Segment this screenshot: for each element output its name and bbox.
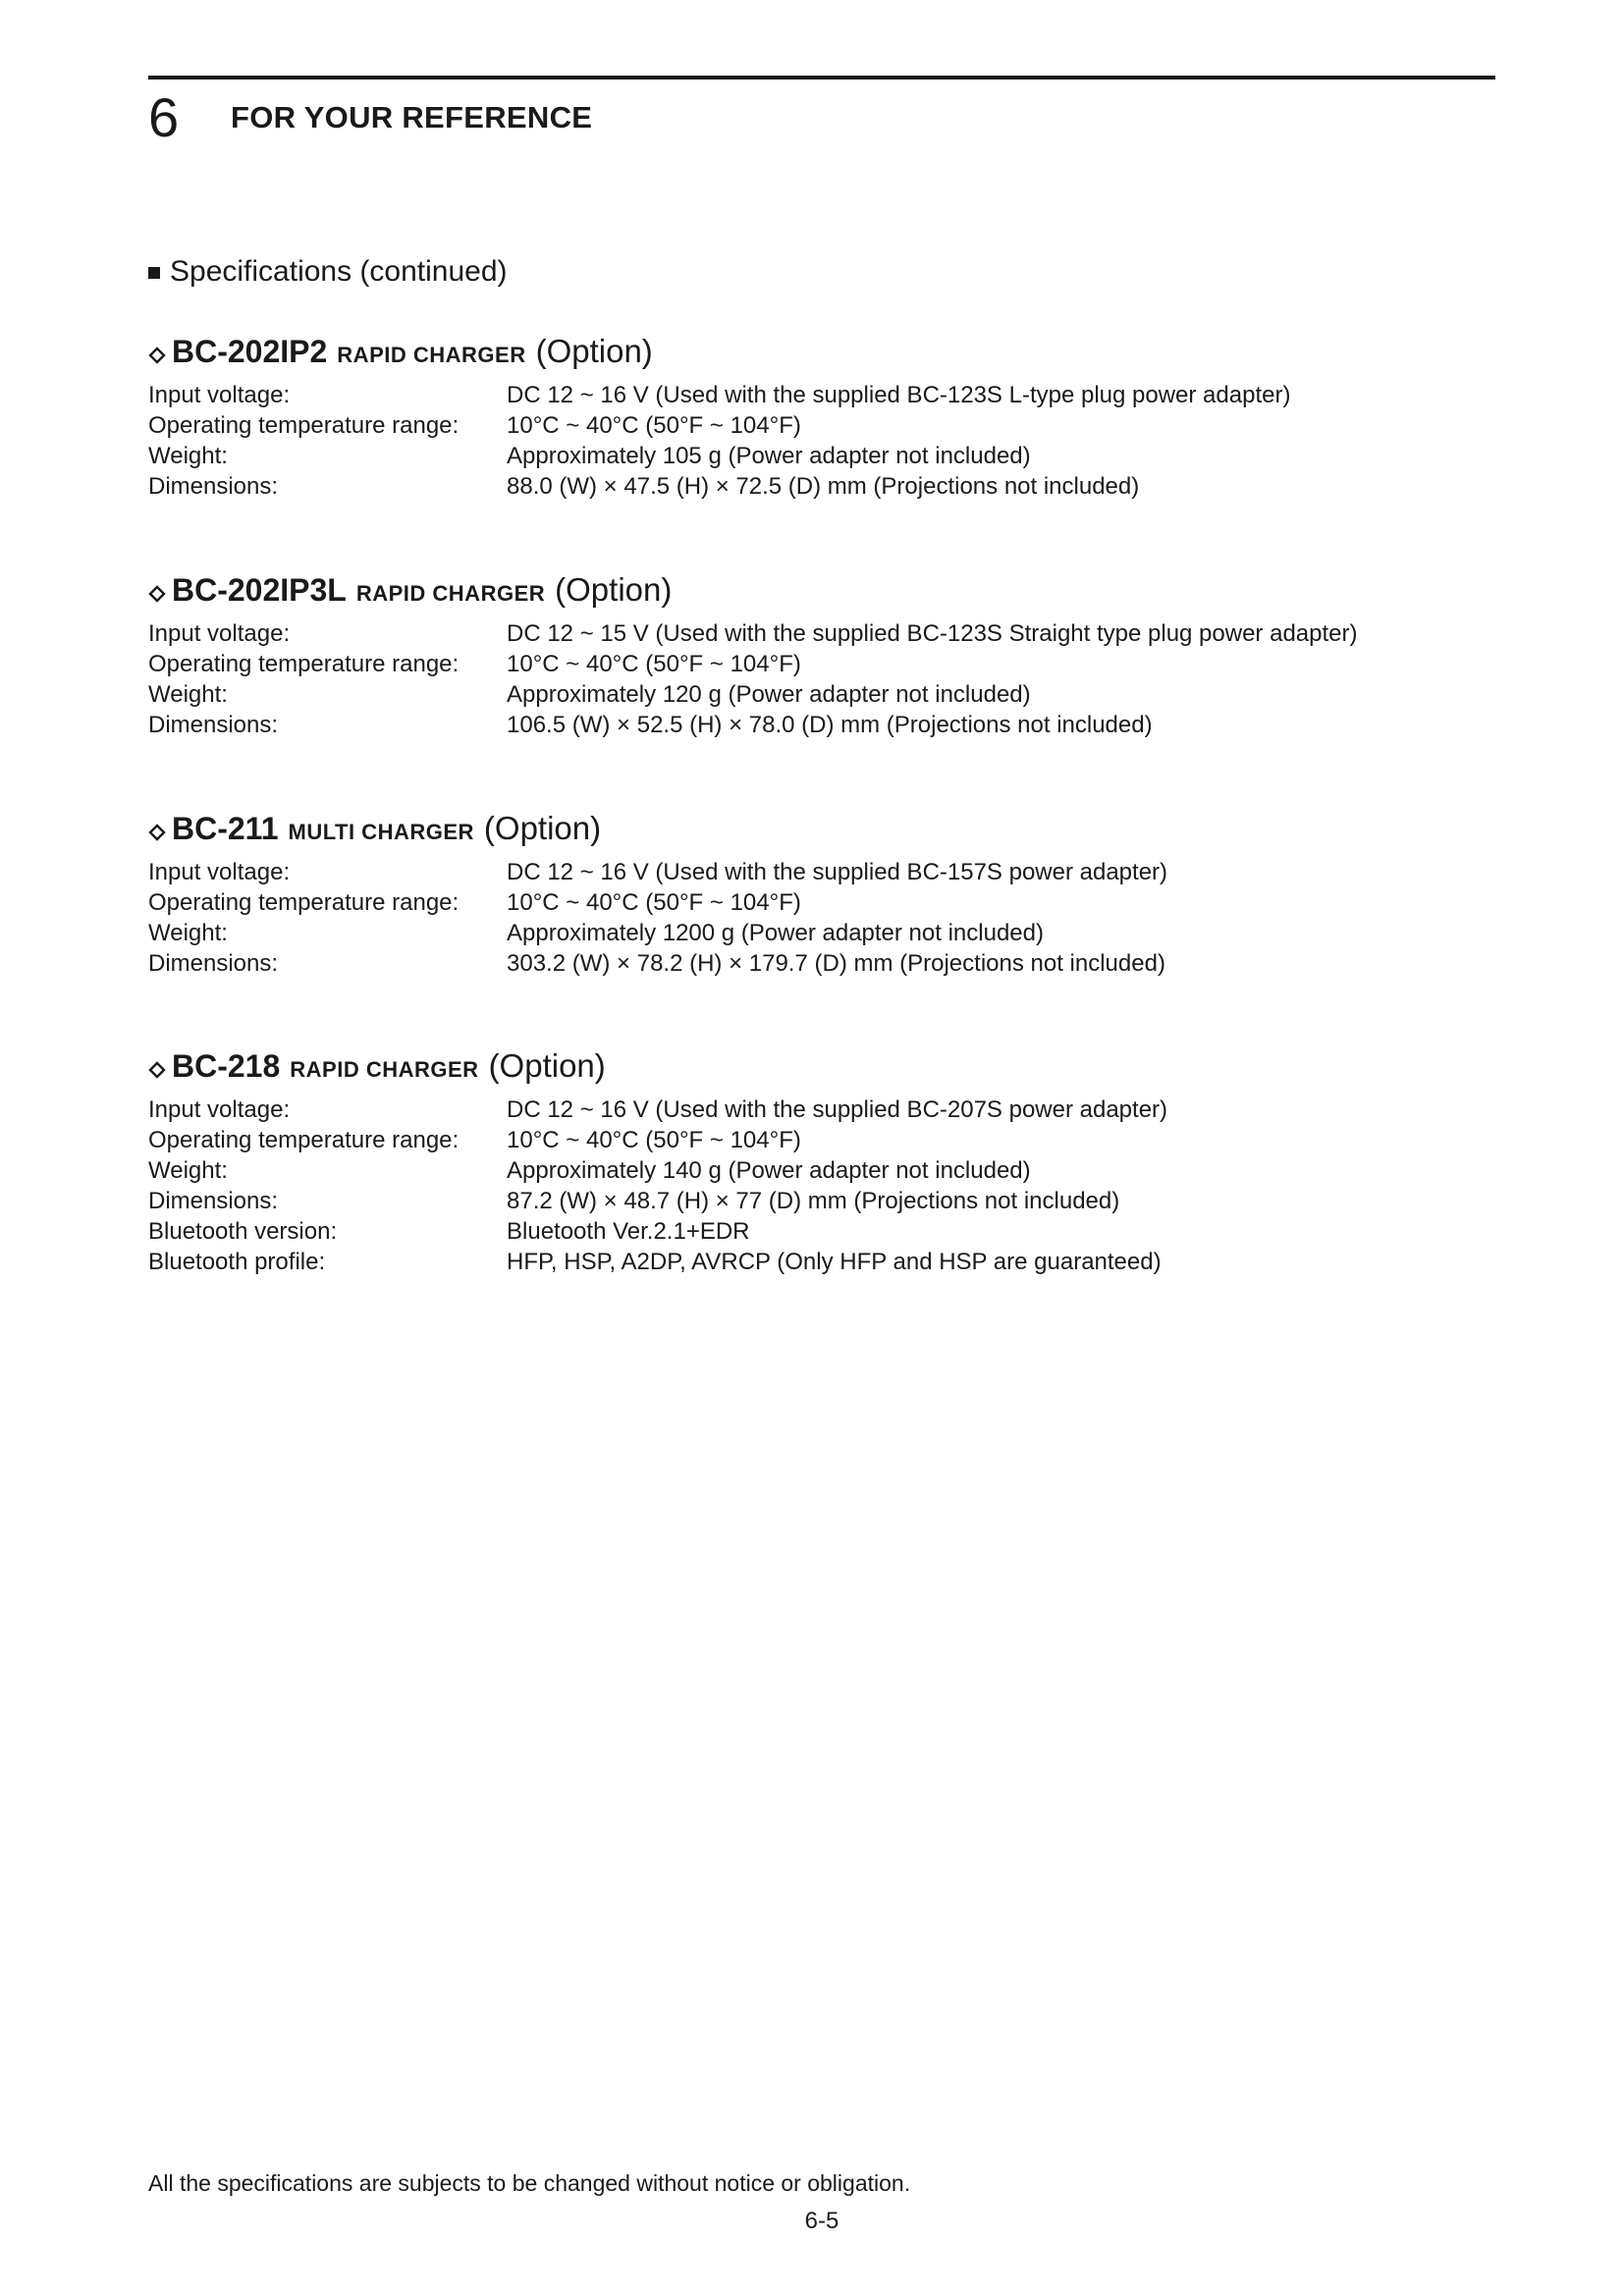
- model-type: RAPID CHARGER: [290, 1057, 479, 1082]
- diamond-outline-icon: [148, 1061, 166, 1079]
- model-name: BC-202IP2: [172, 334, 328, 369]
- chapter-title: FOR YOUR REFERENCE: [231, 100, 593, 134]
- spec-value: 106.5 (W) × 52.5 (H) × 78.0 (D) mm (Projections not included): [507, 712, 1153, 738]
- spec-label: Dimensions:: [148, 950, 279, 977]
- spec-label: Input voltage:: [148, 620, 291, 647]
- spec-label: Bluetooth version:: [148, 1218, 338, 1245]
- spec-block-bc-218: [148, 1047, 1495, 1277]
- spec-row: [148, 441, 1495, 471]
- spec-value: Approximately 105 g (Power adapter not included): [507, 443, 1031, 469]
- spec-value: 10°C ~ 40°C (50°F ~ 104°F): [507, 889, 801, 916]
- model-type: MULTI CHARGER: [288, 820, 474, 844]
- section-title: Specifications (continued): [170, 255, 508, 288]
- spec-row: [148, 1186, 1495, 1216]
- page-number: 6-5: [804, 2208, 839, 2234]
- spec-value: DC 12 ~ 16 V (Used with the supplied BC-207S power adapter): [507, 1096, 1168, 1123]
- spec-row: [148, 410, 1495, 441]
- footnote: All the specifications are subjects to be changed without notice or obligation.: [148, 2170, 911, 2196]
- model-name: BC-202IP3L: [172, 572, 347, 608]
- spec-row: [148, 1216, 1495, 1247]
- spec-label: Weight:: [148, 681, 228, 708]
- option-label: (Option): [483, 810, 602, 846]
- option-label: (Option): [555, 571, 673, 608]
- spec-row: [148, 887, 1495, 918]
- spec-title: [148, 571, 1495, 616]
- spec-row: [148, 1125, 1495, 1155]
- spec-value: Approximately 1200 g (Power adapter not included): [507, 920, 1044, 946]
- spec-label: Input voltage:: [148, 859, 291, 885]
- model-type: RAPID CHARGER: [355, 581, 546, 606]
- spec-row: [148, 918, 1495, 948]
- spec-value: HFP, HSP, A2DP, AVRCP (Only HFP and HSP are guaranteed): [507, 1249, 1162, 1275]
- spec-value: 10°C ~ 40°C (50°F ~ 104°F): [507, 651, 801, 677]
- spec-label: Weight:: [148, 1157, 228, 1184]
- model-name: BC-218: [172, 1048, 281, 1084]
- chapter-number: 6: [148, 86, 180, 148]
- diamond-outline-icon: [148, 824, 166, 841]
- spec-row: [148, 618, 1495, 649]
- spec-value: Bluetooth Ver.2.1+EDR: [507, 1218, 750, 1245]
- spec-label: Operating temperature range:: [148, 889, 460, 916]
- spec-block-bc-202ip3l: [148, 571, 1495, 740]
- spec-label: Dimensions:: [148, 1188, 279, 1214]
- spec-row: [148, 857, 1495, 887]
- section-heading: [148, 253, 508, 291]
- option-label: (Option): [488, 1047, 606, 1084]
- spec-row: [148, 1095, 1495, 1125]
- diamond-outline-icon: [148, 347, 166, 364]
- spec-label: Dimensions:: [148, 473, 279, 500]
- spec-row: [148, 948, 1495, 979]
- spec-value: Approximately 140 g (Power adapter not included): [507, 1157, 1031, 1184]
- spec-label: Weight:: [148, 920, 228, 946]
- option-label: (Option): [535, 333, 653, 369]
- spec-value: 303.2 (W) × 78.2 (H) × 179.7 (D) mm (Projections not included): [507, 950, 1165, 977]
- spec-value: 88.0 (W) × 47.5 (H) × 72.5 (D) mm (Projections not included): [507, 473, 1140, 500]
- spec-row: [148, 649, 1495, 679]
- header-rule: [148, 76, 1495, 80]
- spec-label: Operating temperature range:: [148, 412, 460, 439]
- spec-label: Operating temperature range:: [148, 1127, 460, 1153]
- spec-row: [148, 1247, 1495, 1277]
- spec-value: 10°C ~ 40°C (50°F ~ 104°F): [507, 412, 801, 439]
- spec-title: [148, 810, 1495, 855]
- spec-title: [148, 1047, 1495, 1093]
- spec-block-bc-211: [148, 810, 1495, 979]
- spec-value: Approximately 120 g (Power adapter not included): [507, 681, 1031, 708]
- spec-block-bc-202ip2: [148, 333, 1495, 502]
- spec-value: DC 12 ~ 16 V (Used with the supplied BC-157S power adapter): [507, 859, 1168, 885]
- spec-value: DC 12 ~ 15 V (Used with the supplied BC-123S Straight type plug power adapter): [507, 620, 1358, 647]
- spec-row: [148, 471, 1495, 502]
- spec-label: Input voltage:: [148, 382, 291, 408]
- diamond-outline-icon: [148, 585, 166, 603]
- spec-row: [148, 679, 1495, 710]
- spec-label: Input voltage:: [148, 1096, 291, 1123]
- square-bullet-icon: [148, 267, 160, 279]
- spec-value: DC 12 ~ 16 V (Used with the supplied BC-123S L-type plug power adapter): [507, 382, 1291, 408]
- model-name: BC-211: [172, 811, 279, 846]
- spec-value: 10°C ~ 40°C (50°F ~ 104°F): [507, 1127, 801, 1153]
- spec-label: Operating temperature range:: [148, 651, 460, 677]
- spec-label: Bluetooth profile:: [148, 1249, 326, 1275]
- spec-label: Weight:: [148, 443, 228, 469]
- spec-row: [148, 380, 1495, 410]
- spec-row: [148, 710, 1495, 740]
- spec-row: [148, 1155, 1495, 1186]
- spec-label: Dimensions:: [148, 712, 279, 738]
- model-type: RAPID CHARGER: [337, 343, 526, 367]
- spec-value: 87.2 (W) × 48.7 (H) × 77 (D) mm (Projections not included): [507, 1188, 1120, 1214]
- spec-title: [148, 333, 1495, 378]
